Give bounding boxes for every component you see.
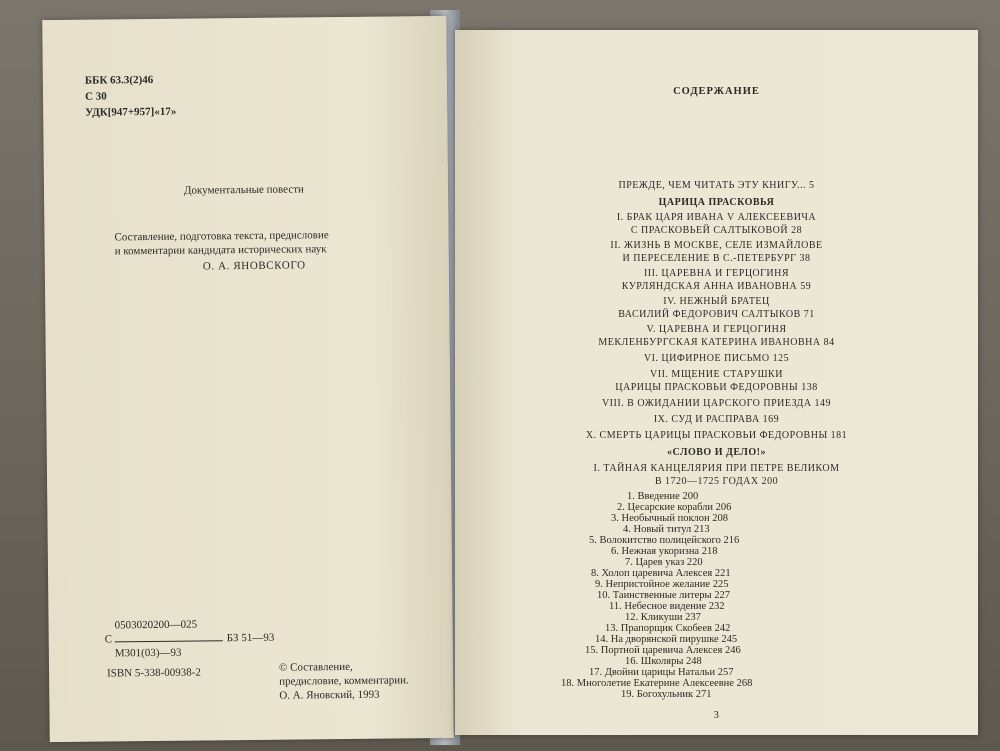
- toc-section: 19. Богохульник 271: [621, 689, 712, 700]
- toc-chapter-line: I. ТАЙНАЯ КАНЦЕЛЯРИЯ ПРИ ПЕТРЕ ВЕЛИКОМ: [593, 463, 840, 474]
- toc-chapter-line: ВАСИЛИЙ ФЕДОРОВИЧ САЛТЫКОВ 71: [618, 309, 815, 320]
- toc-chapter-line: И ПЕРЕСЕЛЕНИЕ В С.-ПЕТЕРБУРГ 38: [622, 253, 811, 264]
- toc-chapter-line: III. ЦАРЕВНА И ГЕРЦОГИНЯ: [643, 268, 790, 279]
- catalog-number: 0503020200—025: [114, 618, 198, 632]
- catalog-fraction-line: [115, 640, 223, 642]
- bbk-code: ББК 63.3(2)46: [84, 73, 154, 87]
- toc-section: 13. Прапорщик Скобеев 242: [605, 623, 731, 634]
- toc-section: 6. Нежная укоризна 218: [611, 546, 718, 557]
- genre-label: Документальные повести: [183, 183, 304, 197]
- catalog-letter: С: [104, 633, 113, 646]
- toc-chapter-line: С ПРАСКОВЬЕЙ САЛТЫКОВОЙ 28: [630, 225, 803, 236]
- toc-section: 10. Таинственные литеры 227: [597, 590, 730, 601]
- toc-section: 2. Цесарские корабли 206: [617, 502, 732, 513]
- page-number: 3: [713, 710, 720, 721]
- toc-chapter-line: МЕКЛЕНБУРГСКАЯ КАТЕРИНА ИВАНОВНА 84: [598, 337, 835, 348]
- credits-line-1: Составление, подготовка текста, предисловие: [114, 229, 329, 244]
- toc-chapter-line: VI. ЦИФИРНОЕ ПИСЬМО 125: [643, 353, 790, 364]
- toc-section: 15. Портной царевича Алексея 246: [585, 645, 741, 656]
- copyright-line-3: О. А. Яновский, 1993: [279, 688, 380, 702]
- catalog-code: М301(03)—93: [114, 646, 182, 660]
- toc-section: 12. Кликуши 237: [625, 612, 701, 623]
- toc-section: 8. Холоп царевича Алексея 221: [591, 568, 731, 579]
- toc-section: 9. Непристойное желание 225: [595, 579, 729, 590]
- toc-section: 1. Введение 200: [627, 491, 699, 502]
- toc-section: 7. Царев указ 220: [625, 557, 703, 568]
- credits-line-2: и комментарии кандидата исторических наук: [114, 243, 327, 258]
- toc-section: 14. На дворянской пирушке 245: [595, 634, 738, 645]
- toc-chapter-line: В 1720—1725 ГОДАХ 200: [654, 476, 779, 487]
- toc-chapter-line: V. ЦАРЕВНА И ГЕРЦОГИНЯ: [646, 324, 787, 335]
- toc-chapter-line: VII. МЩЕНИЕ СТАРУШКИ: [650, 369, 783, 380]
- toc-part-2-title: «СЛОВО И ДЕЛО!»: [667, 447, 766, 458]
- toc-chapter-line: КУРЛЯНДСКАЯ АННА ИВАНОВНА 59: [621, 281, 812, 292]
- toc-section: 16. Школяры 248: [625, 656, 702, 667]
- author-mark: С 30: [84, 90, 107, 103]
- toc-intro: ПРЕЖДЕ, ЧЕМ ЧИТАТЬ ЭТУ КНИГУ... 5: [618, 180, 815, 191]
- toc-chapter-line: X. СМЕРТЬ ЦАРИЦЫ ПРАСКОВЬИ ФЕДОРОВНЫ 181: [585, 430, 848, 441]
- catalog-bz: БЗ 51—93: [226, 631, 275, 645]
- toc-section: 18. Многолетие Екатерине Алексеевне 268: [561, 678, 753, 689]
- toc-chapter-line: II. ЖИЗНЬ В МОСКВЕ, СЕЛЕ ИЗМАЙЛОВЕ: [610, 240, 823, 251]
- toc-chapter-line: IX. СУД И РАСПРАВА 169: [653, 414, 780, 425]
- right-page: [455, 30, 978, 735]
- contents-title: СОДЕРЖАНИЕ: [673, 86, 760, 97]
- toc-part-1-title: ЦАРИЦА ПРАСКОВЬЯ: [658, 197, 775, 208]
- toc-section: 3. Необычный поклон 208: [611, 513, 729, 524]
- isbn: ISBN 5-338-00938-2: [107, 666, 201, 680]
- toc-section: 11. Небесное видение 232: [609, 601, 725, 612]
- toc-chapter-line: IV. НЕЖНЫЙ БРАТЕЦ: [663, 296, 770, 307]
- toc-chapter-line: VIII. В ОЖИДАНИИ ЦАРСКОГО ПРИЕЗДА 149: [601, 398, 832, 409]
- udk-code: УДК[947+957]«17»: [85, 105, 177, 119]
- toc-chapter-line: I. БРАК ЦАРЯ ИВАНА V АЛЕКСЕЕВИЧА: [616, 212, 817, 223]
- toc-section: 4. Новый титул 213: [623, 524, 710, 535]
- copyright-line-2: предисловие, комментарии.: [279, 674, 409, 688]
- toc-section: 17. Двойни царицы Натальи 257: [589, 667, 734, 678]
- credits-author: О. А. ЯНОВСКОГО: [202, 259, 306, 273]
- toc-chapter-line: ЦАРИЦЫ ПРАСКОВЬИ ФЕДОРОВНЫ 138: [615, 382, 818, 393]
- left-page: [42, 16, 454, 742]
- copyright-line-1: © Составление,: [278, 660, 353, 674]
- toc-section: 5. Волокитство полицейского 216: [589, 535, 740, 546]
